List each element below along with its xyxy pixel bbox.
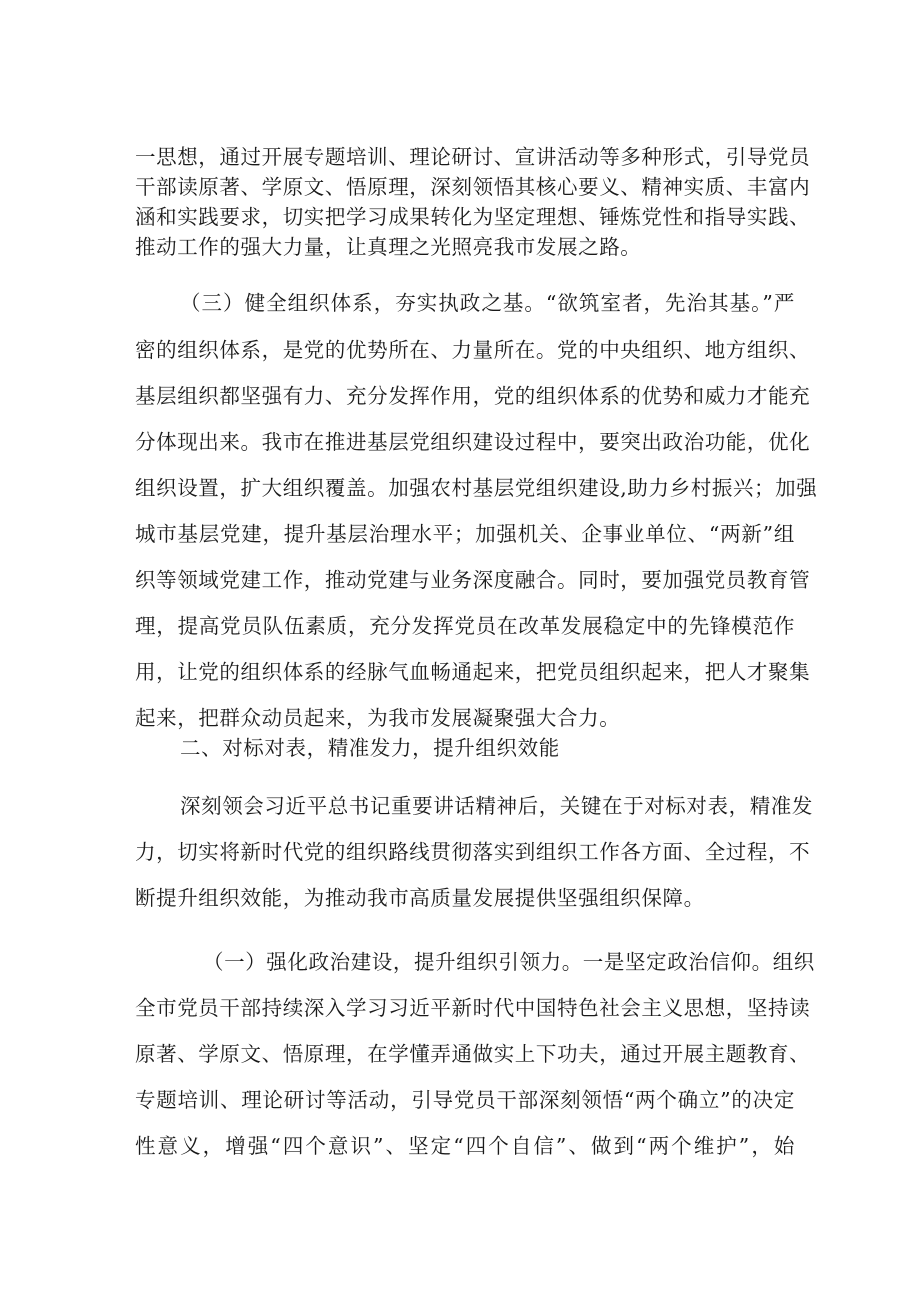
text-line: 深刻领会习近平总书记重要讲话精神后，关键在于对标对表，精准发 xyxy=(180,794,813,818)
text-line: 密的组织体系，是党的优势所在、力量所在。党的中央组织、地方组织、 xyxy=(135,338,811,362)
section-heading: 二、对标对表，精准发力，提升组织效能 xyxy=(180,736,560,760)
text-line: 分体现出来。我市在推进基层党组织建设过程中，要突出政治功能，优化 xyxy=(135,430,811,454)
text-line: （三）健全组织体系，夯实执政之基。“欲筑室者，先治其基。”严 xyxy=(180,291,795,315)
text-line: 全市党员干部持续深入学习习近平新时代中国特色社会主义思想，坚持读 xyxy=(135,996,811,1020)
text-line: 起来，把群众动员起来，为我市发展凝聚强大合力。 xyxy=(135,706,621,730)
text-line: 断提升组织效能，为推动我市高质量发展提供坚强组织保障。 xyxy=(135,886,705,910)
text-line: 性意义，增强“四个意识”、坚定“四个自信”、做到“两个维护”，始 xyxy=(135,1134,795,1158)
text-line: 涵和实践要求，切实把学习成果转化为坚定理想、锤炼党性和指导实践、 xyxy=(135,205,811,229)
text-line: 理，提高党员队伍素质，充分发挥党员在改革发展稳定中的先锋模范作 xyxy=(135,614,795,638)
text-line: 组织设置，扩大组织覆盖。加强农村基层党组织建设,助力乡村振兴；加强 xyxy=(135,476,818,500)
text-line: 推动工作的强大力量，让真理之光照亮我市发展之路。 xyxy=(135,235,642,259)
text-line: 织等领域党建工作，推动党建与业务深度融合。同时，要加强党员教育管 xyxy=(135,568,811,592)
text-line: 基层组织都坚强有力、充分发挥作用，党的组织体系的优势和威力才能充 xyxy=(135,384,811,408)
text-line: 干部读原著、学原文、悟原理，深刻领悟其核心要义、精神实质、丰富内 xyxy=(135,175,811,199)
text-line: 一思想，通过开展专题培训、理论研讨、宣讲活动等多种形式，引导党员 xyxy=(135,145,811,169)
text-line: 用，让党的组织体系的经脉气血畅通起来，把党员组织起来，把人才聚集 xyxy=(135,660,811,684)
text-line: 原著、学原文、悟原理，在学懂弄通做实上下功夫，通过开展主题教育、 xyxy=(135,1042,811,1066)
text-line: 专题培训、理论研讨等活动，引导党员干部深刻领悟“两个确立”的决定 xyxy=(135,1088,795,1112)
text-line: 力，切实将新时代党的组织路线贯彻落实到组织工作各方面、全过程，不 xyxy=(135,840,811,864)
text-line: 城市基层党建，提升基层治理水平；加强机关、企事业单位、“两新”组 xyxy=(135,522,795,546)
text-line: （一）强化政治建设，提升组织引领力。一是坚定政治信仰。组织 xyxy=(203,950,815,974)
